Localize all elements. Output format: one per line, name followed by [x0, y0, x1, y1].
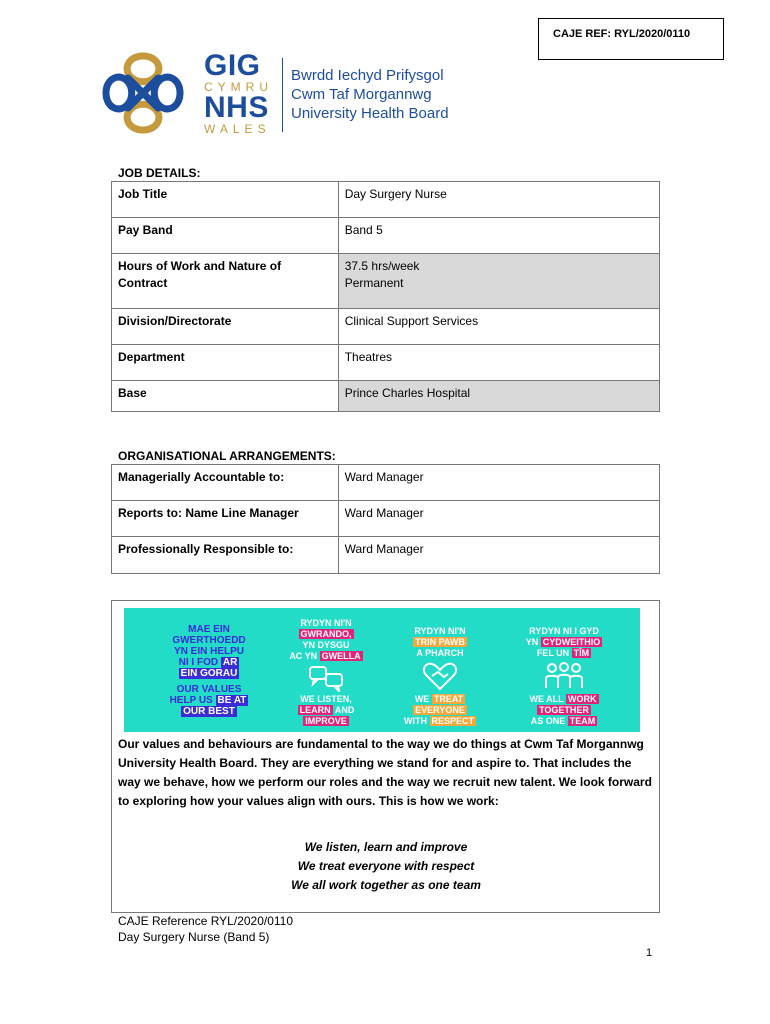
hours-label: Hours of Work and Nature of Contract [112, 254, 339, 309]
table-row [112, 345, 660, 381]
table-row [112, 537, 660, 574]
list-item: We treat everyone with respect [297, 859, 475, 873]
banner-c1-e1: WE LISTEN, [300, 694, 352, 704]
org-title: ORGANISATIONAL ARRANGEMENTS: [118, 449, 336, 463]
logo-divider [282, 58, 283, 132]
org-table [111, 464, 660, 574]
nhs-wales-wordmark [204, 49, 273, 136]
banner-c1-w2: GWRANDO, [300, 629, 352, 639]
base-label: Base [112, 381, 339, 412]
list-item: We all work together as one team [291, 878, 481, 892]
speech-bubbles-icon [308, 664, 344, 692]
department-value: Theatres [338, 345, 659, 381]
banner-welsh-1: MAE EIN [188, 624, 230, 635]
table-row [112, 182, 660, 218]
banner-welsh-4: NI I FOD [178, 657, 219, 668]
values-banner [124, 608, 640, 732]
banner-c1-e2: LEARN [299, 705, 331, 715]
division-label: Division/Directorate [112, 309, 339, 345]
professionally-responsible-value: Ward Manager [338, 537, 659, 574]
banner-c3-e2: WORK [568, 694, 597, 704]
banner-c3-e3: TOGETHER [539, 705, 589, 715]
banner-c2-e3: EVERYONE [415, 705, 465, 715]
banner-col1-welsh [284, 618, 368, 662]
banner-c3-w2: YN [525, 637, 539, 647]
banner-c1-w4: AC YN [289, 651, 318, 661]
welsh-knot-logo-icon [98, 48, 188, 138]
banner-col2-welsh [398, 626, 482, 659]
banner-c3-w1: RYDYN NI I GYD [529, 626, 599, 636]
page-number: 1 [646, 947, 653, 959]
banner-c2-w2: TRIN PAWB [415, 637, 465, 647]
banner-col3-english [516, 694, 612, 727]
table-row [112, 218, 660, 254]
job-title-label: Job Title [112, 182, 339, 218]
banner-c3-e1: WE ALL [529, 694, 564, 704]
pay-band-value: Band 5 [338, 218, 659, 254]
logo-wales: WALES [204, 122, 271, 136]
banner-eng-2: HELP US [169, 695, 213, 706]
banner-c2-w1: RYDYN NI'N [414, 626, 466, 636]
heart-handshake-icon [422, 660, 458, 692]
job-details-table [111, 181, 660, 412]
table-row [112, 381, 660, 412]
board-line-3: University Health Board [291, 105, 449, 122]
banner-c3-w5: TÎM [573, 648, 590, 658]
banner-welsh-2: GWERTHOEDD [172, 635, 246, 646]
banner-c2-w3: A PHARCH [416, 648, 464, 658]
values-list [118, 838, 654, 895]
reports-to-value: Ward Manager [338, 501, 659, 537]
banner-welsh-6-row [154, 668, 264, 679]
banner-eng-1: OUR VALUES [176, 684, 242, 695]
division-value: Clinical Support Services [338, 309, 659, 345]
table-row [112, 501, 660, 537]
board-name [291, 66, 449, 123]
hours-value-line-2: Permanent [344, 276, 404, 290]
banner-welsh-3: YN EIN HELPU [173, 646, 244, 657]
professionally-responsible-label: Professionally Responsible to: [112, 537, 339, 574]
logo-nhs: NHS [204, 91, 269, 124]
job-details-title: JOB DETAILS: [118, 166, 201, 180]
banner-col1-english [284, 694, 368, 727]
list-item: We listen, learn and improve [304, 840, 468, 854]
banner-c2-e4: WITH [403, 716, 427, 726]
banner-c1-e4: IMPROVE [305, 716, 347, 726]
banner-eng-2-row [154, 695, 264, 706]
banner-c1-w3: YN DYSGU [302, 640, 350, 650]
logo-cymru: CYMRU [204, 80, 273, 94]
caje-ref-box [538, 18, 724, 60]
banner-c2-e5: RESPECT [431, 716, 475, 726]
banner-c3-w4: FEL UN [536, 648, 570, 658]
pay-band-label: Pay Band [112, 218, 339, 254]
banner-c1-w1: RYDYN NI'N [300, 618, 352, 628]
banner-c2-e2: TREAT [433, 694, 464, 704]
banner-eng-3: BE AT [217, 695, 247, 706]
table-row [112, 465, 660, 501]
banner-c2-e1: WE [414, 694, 430, 704]
footer-line-1: CAJE Reference RYL/2020/0110 [118, 914, 294, 928]
reports-to-label: Reports to: Name Line Manager [112, 501, 339, 537]
banner-c1-e3: AND [334, 705, 355, 715]
banner-welsh-6: EIN GORAU [180, 668, 238, 679]
banner-eng-4-row [154, 706, 264, 717]
table-row [112, 309, 660, 345]
banner-welsh-slogan [154, 624, 264, 679]
banner-welsh-5: AR [222, 657, 238, 668]
banner-english-slogan [154, 684, 264, 717]
managerially-accountable-value: Ward Manager [338, 465, 659, 501]
banner-c1-w5: GWELLA [321, 651, 361, 661]
banner-welsh-4-row [154, 657, 264, 668]
job-title-value: Day Surgery Nurse [338, 182, 659, 218]
hours-value [338, 254, 659, 309]
logo-gig: GIG [204, 49, 261, 82]
values-paragraph: Our values and behaviours are fundamental to the way we do things at Cwm Taf Morgannwg University Health Board. They are everything we stand for and aspire to. That includes the way we behave, how we perform our roles and the way we recruit new talent. We look forward to exploring how your values align with ours. This is how we work: [118, 737, 652, 808]
base-value: Prince Charles Hospital [338, 381, 659, 412]
department-label: Department [112, 345, 339, 381]
banner-c3-w3: CYDWEITHIO [542, 637, 601, 647]
hours-value-line-1: 37.5 hrs/week [344, 259, 420, 273]
team-people-icon [544, 660, 584, 692]
table-row [112, 254, 660, 309]
footer [118, 913, 293, 945]
banner-col2-english [398, 694, 482, 727]
caje-ref-text: CAJE REF: RYL/2020/0110 [553, 28, 691, 40]
banner-c3-e4: AS ONE [530, 716, 566, 726]
board-line-1: Bwrdd Iechyd Prifysgol [291, 67, 444, 84]
managerially-accountable-label: Managerially Accountable to: [112, 465, 339, 501]
banner-c3-e5: TEAM [569, 716, 596, 726]
footer-line-2: Day Surgery Nurse (Band 5) [118, 930, 270, 944]
banner-eng-4: OUR BEST [183, 706, 235, 717]
board-line-2: Cwm Taf Morgannwg [291, 86, 432, 103]
banner-col3-welsh [516, 626, 612, 659]
